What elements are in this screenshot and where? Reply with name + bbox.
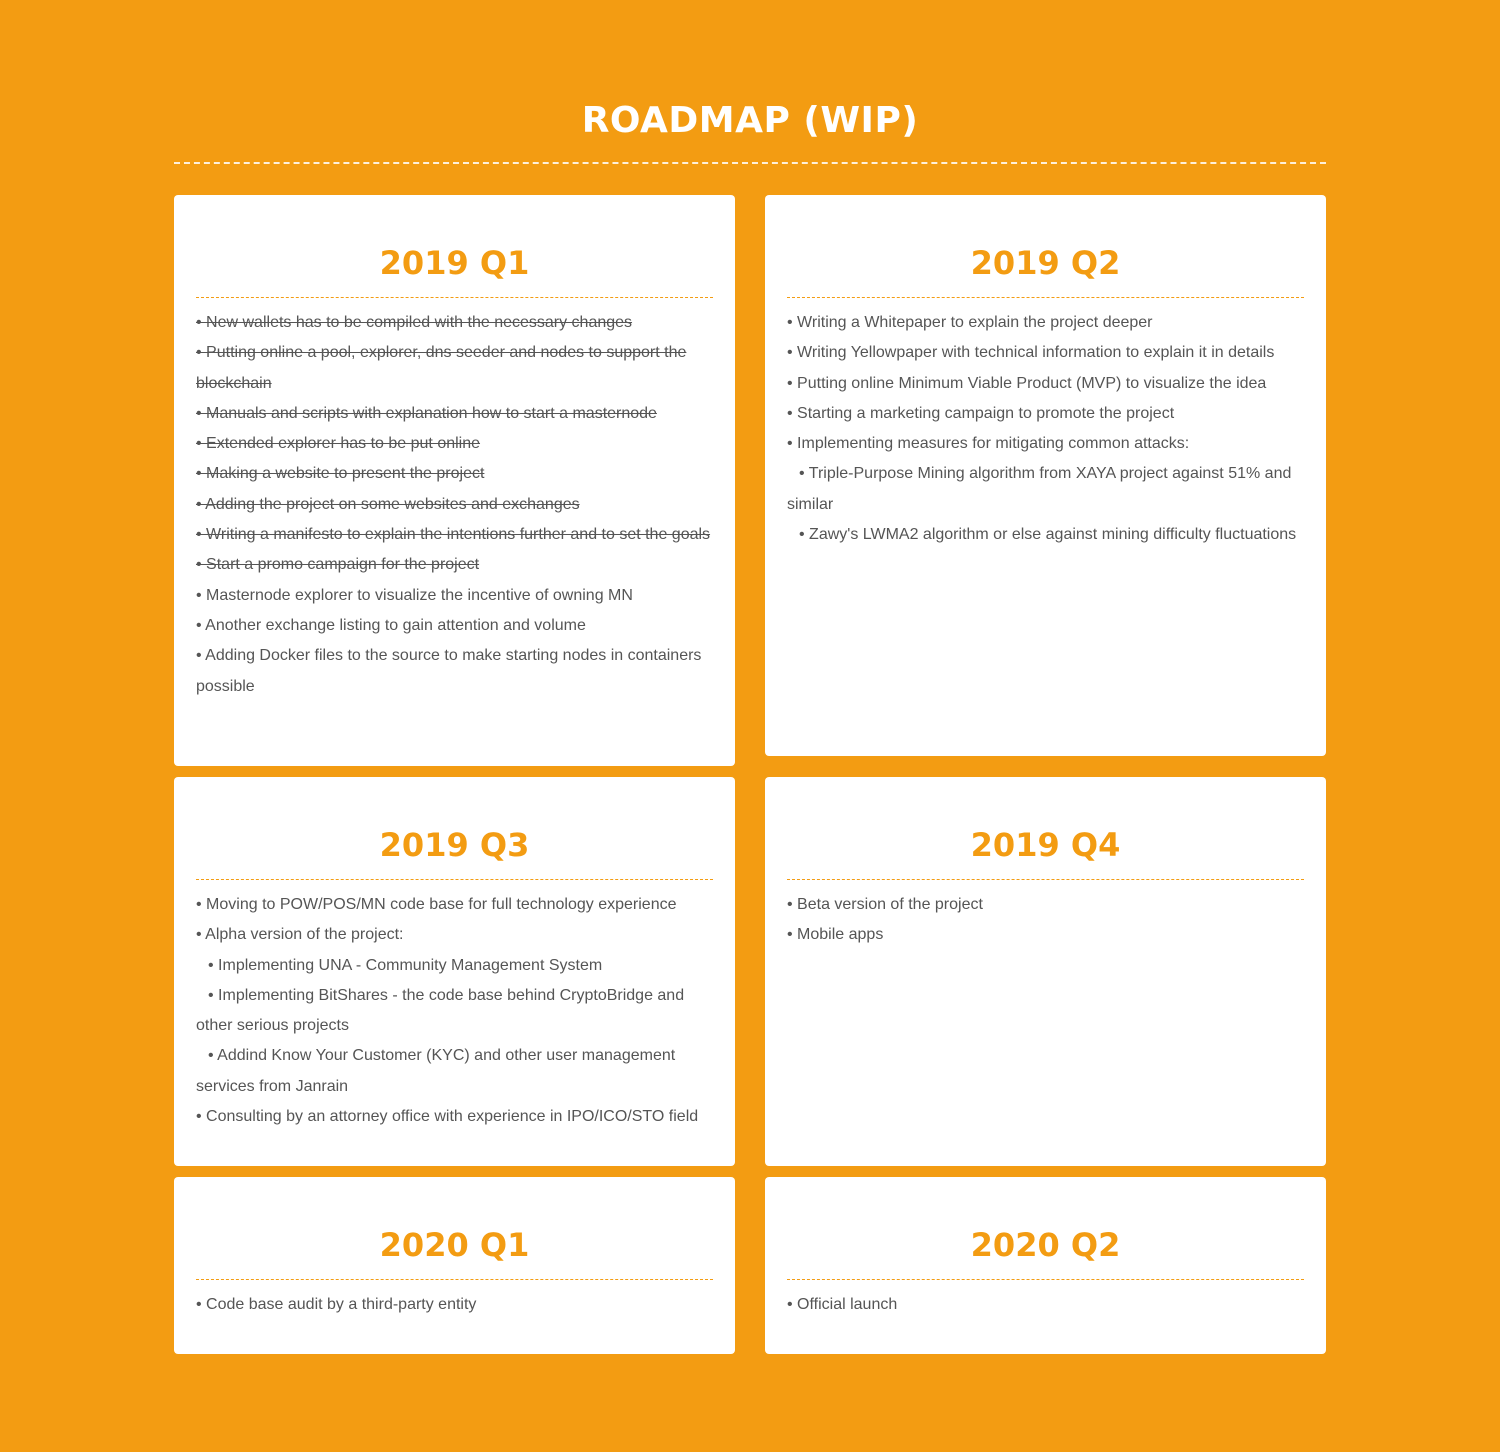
card-heading: 2020 Q1 [379,1226,530,1264]
card-divider [787,297,1304,298]
roadmap-card-2019-q3 [174,777,735,1166]
card-heading: 2020 Q2 [970,1226,1121,1264]
milestone-subitem: • Implementing BitShares - the code base behind CryptoBridge and other serious projects [196,986,685,1035]
milestone-item: • Starting a marketing campaign to promote the project [787,404,1175,422]
card-heading: 2019 Q2 [970,244,1121,282]
roadmap-card-2019-q4 [765,777,1326,1166]
milestone-item: • Alpha version of the project: [196,926,404,944]
milestone-list [787,1290,1304,1320]
card-divider [196,297,713,298]
milestone-item: • Putting online Minimum Viable Product (MVP) to visualize the idea [787,374,1267,392]
title-divider [174,162,1326,164]
milestone-list [196,890,713,1132]
roadmap-card-2019-q1 [174,195,735,766]
roadmap-row-3 [174,1177,1326,1354]
milestone-item: • Masternode explorer to visualize the incentive of owning MN [196,586,633,604]
card-heading: 2019 Q4 [970,826,1121,864]
milestone-list [787,890,1304,951]
milestone-item: • Another exchange listing to gain attention and volume [196,616,586,634]
card-heading: 2019 Q1 [379,244,530,282]
roadmap-row-2 [174,777,1326,1166]
roadmap-row-1 [174,195,1326,766]
milestone-item-completed: • Making a website to present the project [196,465,485,483]
roadmap-card-2019-q2 [765,195,1326,756]
page-title: ROADMAP (WIP) [581,100,919,141]
milestone-item: • Code base audit by a third-party entity [196,1296,477,1313]
milestone-item: • Adding Docker files to the source to make starting nodes in containers possible [196,647,702,695]
milestone-list [196,308,713,702]
milestone-item-completed: • Extended explorer has to be put online [196,435,481,453]
milestone-item-completed: • Adding the project on some websites and exchanges [196,495,580,513]
milestone-list [787,308,1304,550]
milestone-subitem: • Implementing UNA - Community Management System [208,956,603,974]
milestone-item: • Writing Yellowpaper with technical information to explain it in details [787,344,1275,362]
card-divider [196,1279,713,1280]
milestone-item: • Moving to POW/POS/MN code base for full technology experience [196,896,677,913]
card-divider [787,879,1304,880]
milestone-subitem: • Addind Know Your Customer (KYC) and other user management services from Janrain [196,1047,676,1095]
milestone-list [196,1290,713,1320]
milestone-item: • Consulting by an attorney office with experience in IPO/ICO/STO field [196,1108,699,1126]
roadmap-card-2020-q1 [174,1177,735,1354]
milestone-item: • Writing a Whitepaper to explain the project deeper [787,314,1153,331]
card-divider [196,879,713,880]
roadmap-card-2020-q2 [765,1177,1326,1354]
milestone-item-completed: • Writing a manifesto to explain the intentions further and to set the goals [196,526,711,544]
milestone-item-completed: • Putting online a pool, explorer, dns seeder and nodes to support the blockchain [196,344,687,392]
roadmap-section [174,0,1326,1354]
milestone-item: • Implementing measures for mitigating common attacks: [787,435,1190,453]
milestone-item-completed: • New wallets has to be compiled with the necessary changes [196,314,633,331]
card-heading: 2019 Q3 [379,826,530,864]
milestone-item-completed: • Start a promo campaign for the project [196,556,480,574]
milestone-item: • Official launch [787,1296,898,1313]
milestone-item: • Beta version of the project [787,896,983,913]
milestone-item-completed: • Manuals and scripts with explanation how to start a masternode [196,404,657,422]
milestone-subitem: • Zawy's LWMA2 algorithm or else against mining difficulty fluctuations [799,526,1297,544]
milestone-subitem: • Triple-Purpose Mining algorithm from XAYA project against 51% and similar [787,465,1292,513]
milestone-item: • Mobile apps [787,926,884,944]
card-divider [787,1279,1304,1280]
